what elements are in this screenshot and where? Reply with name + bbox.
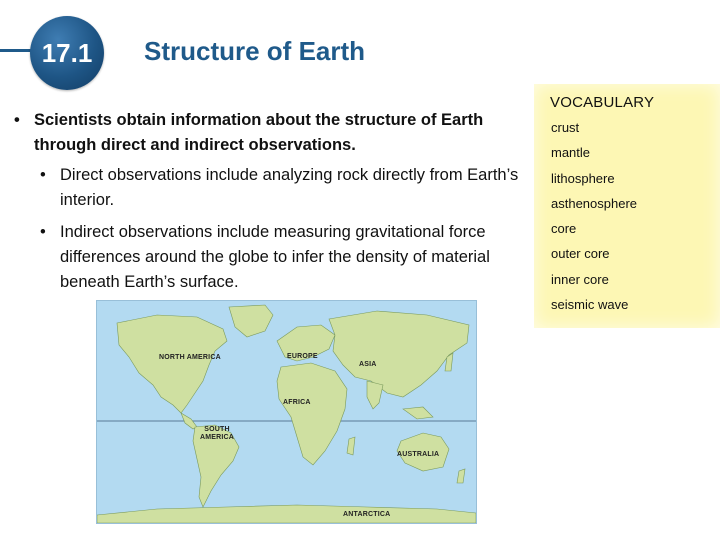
label-asia: ASIA — [359, 361, 377, 368]
vocab-term: lithosphere — [551, 170, 615, 186]
sub-bullet-text: Direct observations include analyzing rock directly from Earth’s interior. — [60, 166, 519, 209]
sub-bullet-text: Indirect observations include measuring gravitational force differences around the globe to infer the density of material beneath Earth’s surface. — [60, 223, 490, 291]
vocab-term: core — [551, 221, 577, 237]
bullet-marker: • — [14, 111, 20, 129]
antarctica-landmass — [97, 505, 476, 523]
vocabulary-list — [551, 120, 637, 322]
india-landmass — [367, 381, 383, 409]
greenland-landmass — [229, 305, 273, 337]
vocab-term: inner core — [551, 271, 609, 287]
bullet-marker: • — [40, 223, 46, 241]
vocabulary-heading: VOCABULARY — [550, 94, 655, 111]
north-america-landmass — [117, 315, 227, 413]
label-antarctica: ANTARCTICA — [343, 511, 391, 518]
africa-landmass — [277, 363, 347, 465]
vocab-term: mantle — [551, 145, 591, 161]
label-africa: AFRICA — [283, 399, 311, 406]
indonesia-landmass — [403, 407, 433, 419]
label-australia: AUSTRALIA — [397, 451, 440, 458]
vocab-term: crust — [551, 120, 580, 135]
label-north-america: NORTH AMERICA — [159, 354, 221, 361]
vocab-term: outer core — [551, 246, 610, 262]
section-number-badge — [30, 16, 104, 90]
new-zealand-landmass — [457, 469, 465, 483]
main-bullet-text: Scientists obtain information about the structure of Earth through direct and indirect observations. — [34, 111, 484, 154]
section-number: 17.1 — [41, 37, 93, 68]
vocab-term: seismic wave — [551, 297, 629, 313]
vocab-term: asthenosphere — [551, 195, 638, 211]
sub-bullet-direct — [40, 163, 520, 213]
label-europe: EUROPE — [287, 353, 318, 360]
world-map-graphic — [97, 301, 476, 523]
madagascar-landmass — [347, 437, 355, 455]
vocabulary-panel — [534, 84, 720, 328]
world-map — [96, 300, 477, 524]
sub-bullet-indirect — [40, 220, 520, 295]
asia-landmass — [329, 311, 469, 397]
slide-title: Structure of Earth — [144, 36, 366, 66]
bullet-marker: • — [40, 166, 46, 184]
main-bullet — [14, 108, 514, 158]
label-south-america: SOUTH AMERICA — [199, 426, 235, 441]
